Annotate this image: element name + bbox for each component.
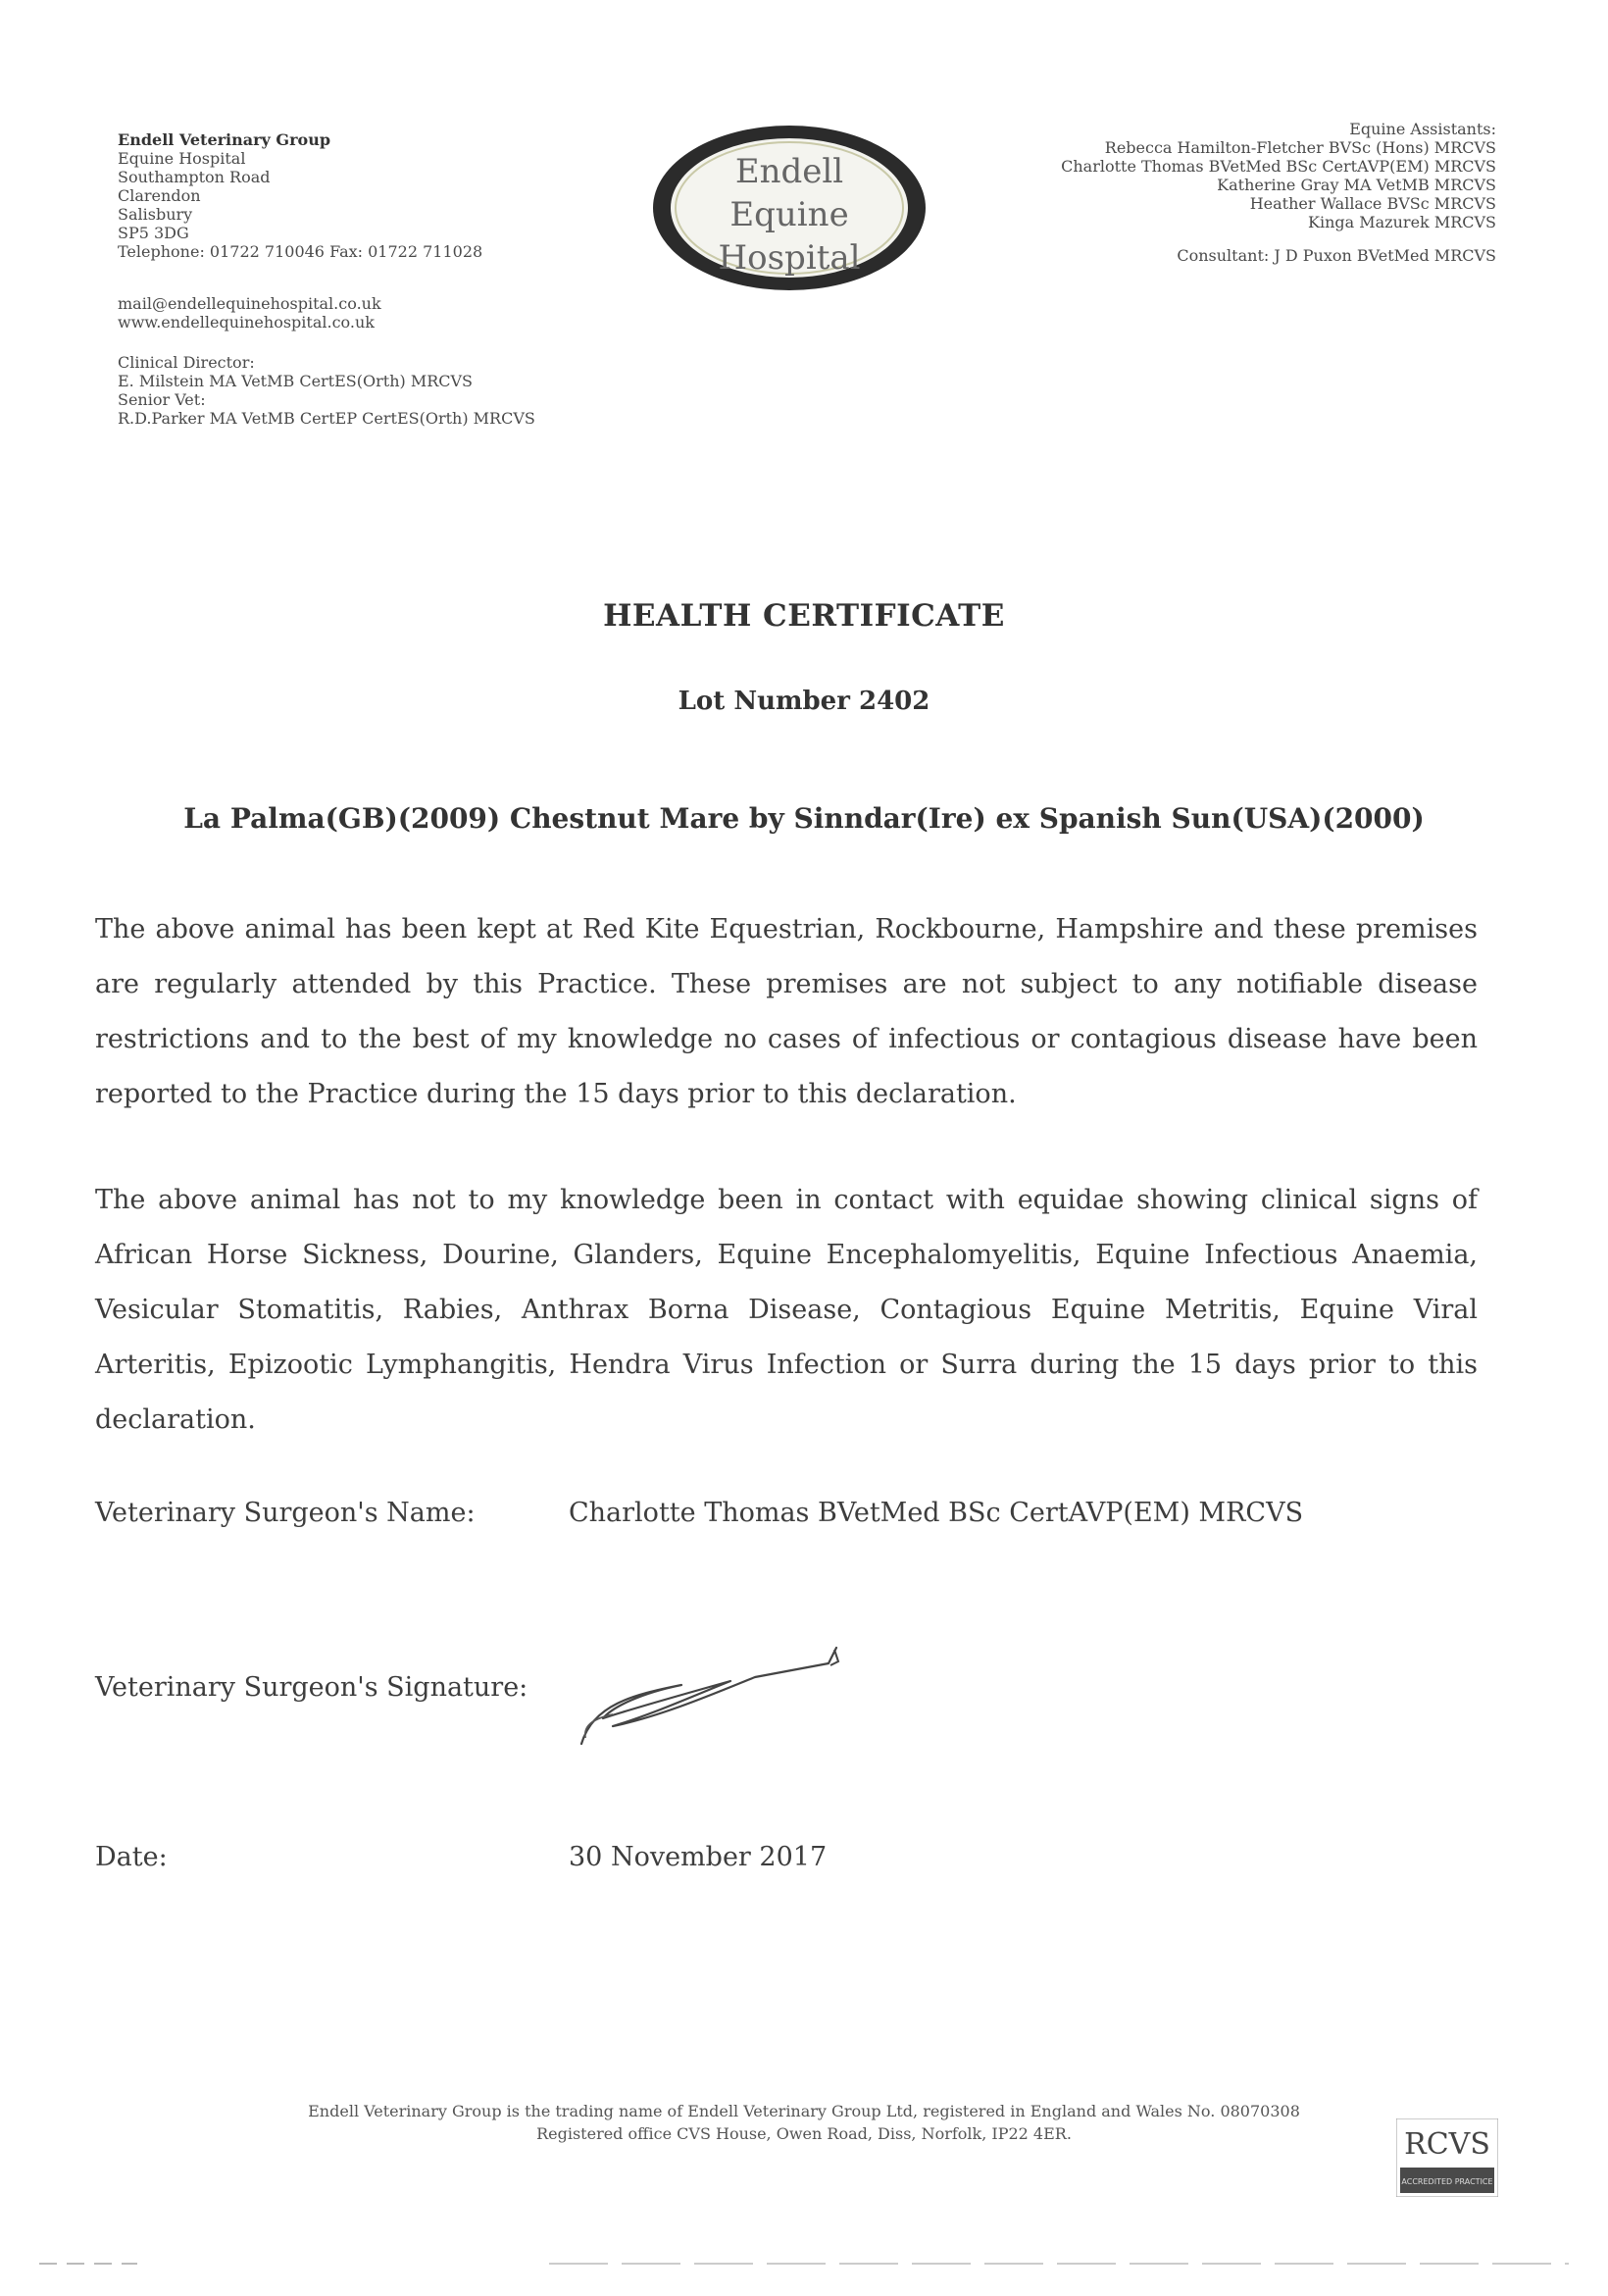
rcvs-badge-subtext: ACCREDITED PRACTICE <box>1401 2177 1493 2186</box>
staff-member: Kinga Mazurek MRCVS <box>1308 213 1496 231</box>
clinical-director: E. Milstein MA VetMB CertES(Orth) MRCVS <box>118 372 474 390</box>
footer-registration: Endell Veterinary Group is the trading name of Endell Veterinary Group Ltd, registered in England and Wales No. 08070308 <box>308 2102 1300 2120</box>
website: www.endellequinehospital.co.uk <box>118 313 375 332</box>
lot-number: Lot Number 2402 <box>678 687 930 716</box>
staff-member: Rebecca Hamilton-Fletcher BVSc (Hons) MRCVS <box>1104 138 1496 157</box>
address-postcode: SP5 3DG <box>118 224 189 242</box>
address-line: Southampton Road <box>118 168 271 186</box>
rcvs-accreditation-badge <box>1396 2118 1498 2197</box>
hospital-logo <box>649 122 930 294</box>
logo-line2: Equine <box>729 195 849 234</box>
logo-line1: Endell <box>734 152 844 191</box>
surgeon-name-label: Veterinary Surgeon's Name: <box>95 1498 476 1528</box>
rcvs-badge-text: RCVS <box>1404 2127 1490 2162</box>
signature-scribble <box>574 1636 848 1759</box>
footer-registered-office: Registered office CVS House, Owen Road, Diss, Norfolk, IP22 4ER. <box>536 2124 1072 2143</box>
address-line: Salisbury <box>118 205 193 224</box>
consultant: Consultant: J D Puxon BVetMed MRCVS <box>1177 246 1496 265</box>
practice-address <box>118 130 535 428</box>
horse-description: La Palma(GB)(2009) Chestnut Mare by Sinndar(Ire) ex Spanish Sun(USA)(2000) <box>183 802 1425 835</box>
clinical-director-label: Clinical Director: <box>118 353 255 372</box>
certificate-title: HEALTH CERTIFICATE <box>603 598 1005 634</box>
senior-vet: R.D.Parker MA VetMB CertEP CertES(Orth) MRCVS <box>118 409 535 428</box>
staff-member: Katherine Gray MA VetMB MRCVS <box>1217 176 1496 194</box>
scan-artifact-line <box>0 2251 1608 2255</box>
staff-member: Charlotte Thomas BVetMed BSc CertAVP(EM) MRCVS <box>1061 157 1496 176</box>
logo-line3: Hospital <box>718 238 861 278</box>
logo-oval <box>649 122 930 294</box>
email-address: mail@endellequinehospital.co.uk <box>118 294 381 313</box>
staff-member: Heather Wallace BVSc MRCVS <box>1249 194 1496 213</box>
surgeon-name-value: Charlotte Thomas BVetMed BSc CertAVP(EM) MRCVS <box>569 1498 1304 1528</box>
telephone-fax: Telephone: 01722 710046 Fax: 01722 711028 <box>118 242 483 261</box>
disease-declaration: The above animal has not to my knowledge been in contact with equidae showing clinical signs of African Horse Sickness, Dourine, Glanders, Equine Encephalomyelitis, Equine Infectious Anaemia, Vesicular Stomatitis, Rabies, Anthrax Borna Disease, Contagious Equine Metritis, Equine Viral Arteritis, Epizootic Lymphangitis, Hendra Virus Infection or Surra during the 15 days prior to this declaration. <box>95 1185 1478 1435</box>
premises-declaration: The above animal has been kept at Red Kite Equestrian, Rockbourne, Hampshire and these premises are regularly attended by this Practice. These premises are not subject to any notifiable disease restrictions and to the best of my knowledge no cases of infectious or contagious disease have been reported to the Practice during the 15 days prior to this declaration. <box>95 914 1478 1109</box>
rcvs-badge-graphic <box>1396 2118 1498 2197</box>
staff-heading: Equine Assistants: <box>1349 120 1496 138</box>
footer <box>0 2100 1608 2145</box>
signature <box>574 1636 848 1759</box>
date-label: Date: <box>95 1842 168 1872</box>
date-value: 30 November 2017 <box>569 1842 828 1872</box>
address-line: Clarendon <box>118 186 201 205</box>
practice-name: Endell Veterinary Group <box>118 130 331 149</box>
address-line: Equine Hospital <box>118 149 246 168</box>
surgeon-signature-label: Veterinary Surgeon's Signature: <box>95 1672 528 1703</box>
staff-list <box>1061 120 1496 265</box>
senior-vet-label: Senior Vet: <box>118 390 206 409</box>
